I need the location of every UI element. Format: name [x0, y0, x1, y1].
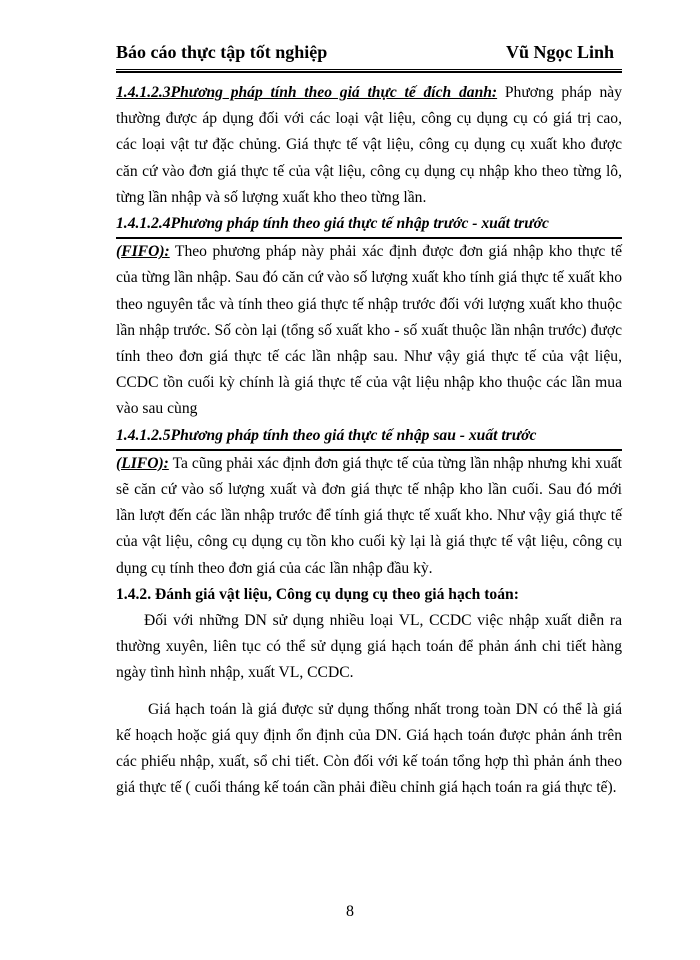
- section-1-4-1-2-4-title: [116, 211, 622, 239]
- section-title-cont: (FIFO):: [116, 243, 170, 261]
- section-title: 1.4.1.2.5Phương pháp tính theo giá thực tế nhập sau - xuất trước: [116, 426, 537, 444]
- section-1-4-2-para1: Đối với những DN sử dụng nhiều loại VL, CCDC việc nhập xuất diễn ra thường xuyên, liên tục có thể sử dụng giá hạch toán để phản ánh chi tiết hàng ngày tình hình nhập, xuất VL, CCDC.: [116, 612, 622, 682]
- section-title: 1.4.1.2.4Phương pháp tính theo giá thực tế nhập trước - xuất trước: [116, 215, 549, 233]
- section-title-cont: (LIFO):: [116, 454, 169, 472]
- section-title: 1.4.1.2.3Phương pháp tính theo giá thực tế đích danh:: [116, 84, 498, 101]
- author-name: Vũ Ngọc Linh: [505, 42, 614, 62]
- page-header: [116, 42, 622, 70]
- page-number: 8: [346, 903, 354, 920]
- section-1-4-2-para2: Giá hạch toán là giá được sử dụng thống nhất trong toàn DN có thể là giá kế hoạch hoặc giá quy định ổn định của DN. Giá hạch toán được phản ánh trên các phiếu nhập, xuất, sổ chi tiết. Còn đối với kế toán tổng hợp thì phản ánh theo giá thực tế ( cuối tháng kế toán cần phải điều chỉnh giá hạch toán ra giá thực tế).: [116, 700, 622, 797]
- section-text: Phương pháp này thường được áp dụng đối với các loại vật liệu, công cụ dụng cụ có giá trị cao, các loại vật tư đặc chủng. Giá thực tế vật liệu, công cụ dụng cụ xuất kho được căn cứ vào đơn giá thực tế của vật liệu, công cụ dụng cụ nhập kho theo từng lô, từng lần nhập và số lượng xuất kho theo từng lần.: [116, 84, 622, 206]
- section-1-4-1-2-4: [116, 239, 622, 422]
- section-heading: 1.4.2. Đánh giá vật liệu, Công cụ dụng cụ theo giá hạch toán:: [116, 585, 519, 603]
- section-1-4-2-heading: [116, 582, 622, 608]
- section-1-4-1-2-5: [116, 451, 622, 582]
- section-1-4-1-2-5-title: [116, 423, 622, 451]
- report-title: Báo cáo thực tập tốt nghiệp: [116, 42, 328, 62]
- section-1-4-1-2-3: [116, 80, 622, 211]
- document-body: [116, 80, 622, 801]
- section-text: Theo phương pháp này phải xác định được đơn giá nhập kho thực tế của từng lần nhập. Sau đó căn cứ vào số lượng xuất kho tính giá thực tế xuất kho theo nguyên tắc và tính theo giá thực tế nhập trước đối với lượng xuất kho thuộc lần nhập trước. Số còn lại (tổng số xuất kho - số xuất thuộc lần nhận trước) được tính theo đơn giá thực tế các lần nhập sau. Như vậy giá thực tế của vật liệu, CCDC tồn cuối kỳ chính là giá thực tế của vật liệu nhập kho thuộc các lần mua vào sau cùng: [116, 243, 622, 418]
- section-text: Ta cũng phải xác định đơn giá thực tế của từng lần nhập nhưng khi xuất sẽ căn cứ vào số lượng xuất và đơn giá thực tế nhập kho lần cuối. Sau đó mới lần lượt đến các lần nhập trước để tính giá thực tế xuất kho. Như vậy giá thực tế của vật liệu, công cụ dụng cụ tồn kho cuối kỳ lại là giá thực tế vật liệu, công cụ dụng cụ tính theo đơn giá của các lần nhập đầu kỳ.: [116, 454, 622, 577]
